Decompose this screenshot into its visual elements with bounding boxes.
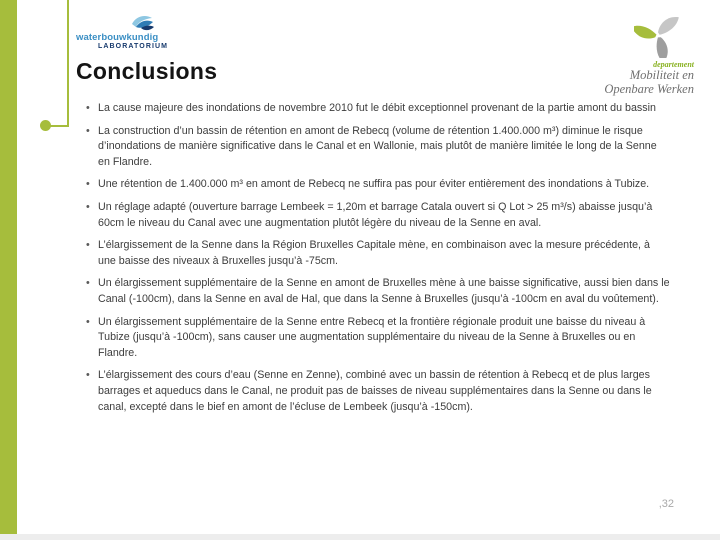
left-accent-bar [0, 0, 17, 534]
callout-dot [40, 120, 51, 131]
callout-line-vertical [67, 0, 69, 126]
bullet-item: • L’élargissement des cours d’eau (Senne en Zenne), combiné avec un bassin de rétention à Rebecq et de plus larges barrages et aqueducs dans le Canal, ne produit pas de baisses de niveau supplémentaires dans la Senne ou dans le canal, excepté dans le bief en amont de l’écluse de Lembeek (jusqu’à -150cm). [85, 368, 670, 415]
mow-text-line1: Mobiliteit en [629, 68, 694, 82]
bullet-item: • La construction d’un bassin de rétention en amont de Rebecq (volume de rétention 1.400.000 m³) diminue le risque d’inondations de manière significative dans le Canal et en Wallonie, mais plutôt de manière limitée le long de la Senne en Flandre. [85, 124, 670, 171]
mow-text-departement: departement [653, 60, 694, 69]
bullet-item: • Un élargissement supplémentaire de la Senne entre Rebecq et la frontière régionale produit une baisse du niveau à Tubize (jusqu’à -100cm), sans causer une augmentation supplémentaire du niveau de la Senne à Bruxelles ou en Flandre. [85, 315, 670, 362]
bullet-item: • La cause majeure des inondations de novembre 2010 fut le débit exceptionnel provenant de la partie amont du bassin [85, 101, 670, 117]
mow-logo [574, 10, 694, 96]
bottom-edge-strip [0, 534, 720, 540]
page-number: ,32 [658, 498, 674, 510]
conclusions-list [85, 101, 670, 422]
bullet-item: • Une rétention de 1.400.000 m³ en amont de Rebecq ne suffira pas pour éviter entièrement des inondations à Tubize. [85, 177, 670, 193]
slide-title: Conclusions [76, 58, 218, 84]
logo-text-waterbouwkundig: waterbouwkundig [76, 32, 159, 43]
bullet-item: • Un réglage adapté (ouverture barrage Lembeek = 1,20m et barrage Catala ouvert si Q Lot > 25 m³/s) abaisse jusqu’à 60cm le niveau du Canal avec une augmentation plutôt légère du niveau de la Senne en aval. [85, 200, 670, 231]
bullet-item: • L’élargissement de la Senne dans la Région Bruxelles Capitale mène, en combinaison avec la mesure précédente, à une baisse des niveaux à Bruxelles jusqu’à -75cm. [85, 238, 670, 269]
logo-text-laboratorium: LABORATORIUM [98, 43, 169, 50]
bullet-item: • Un élargissement supplémentaire de la Senne en amont de Bruxelles mène à une baisse significative, aussi bien dans le Canal (-100cm), dans la Senne en aval de Hal, que dans la Senne à Bruxelles (jusqu’à -100cm en aval du voûtement). [85, 276, 670, 307]
mow-text-line2: Openbare Werken [604, 81, 694, 96]
